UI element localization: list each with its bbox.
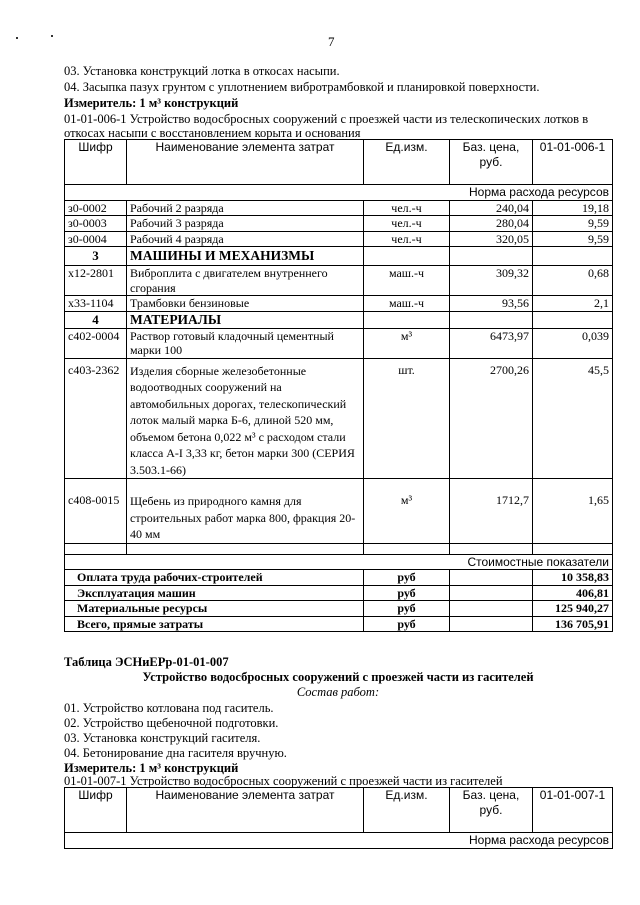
table-header-row (65, 140, 613, 185)
row-price: 309,32 (450, 266, 533, 296)
row-name: Изделия сборные железобетонные водоотводных сооружений на автомобильных дорогах, телескопический лоток малый марка Б-6, длиной 520 мм, объемом бетона 0,022 м³ с расходом стали класса А-I 3,33 кг, бетон марки 300 (СЕРИЯ 3.503.1-66) (127, 358, 364, 479)
row-price: 280,04 (450, 216, 533, 232)
total-value: 136 705,91 (533, 616, 613, 632)
row-price: 2700,26 (450, 358, 533, 479)
row-code: з0-0004 (65, 231, 127, 247)
resource-table-007 (64, 787, 613, 849)
row-unit: маш.-ч (364, 266, 450, 296)
header-price: Баз. цена, руб. (450, 788, 533, 833)
row-value: 0,039 (533, 328, 613, 358)
row-unit: маш.-ч (364, 296, 450, 312)
table-row (65, 296, 613, 312)
row-unit: чел.-ч (364, 216, 450, 232)
cost-label: Стоимостные показатели (65, 554, 613, 570)
total-unit: руб (364, 585, 450, 601)
table-row (65, 231, 613, 247)
total-unit: руб (364, 601, 450, 617)
total-name: Эксплуатация машин (65, 585, 364, 601)
row-price: 240,04 (450, 200, 533, 216)
norm-row (65, 833, 613, 849)
row-unit: м³ (364, 328, 450, 358)
table-title: Устройство водосбросных сооружений с проезжей части из гасителей (142, 670, 534, 684)
total-unit: руб (364, 570, 450, 586)
work-step-03: 03. Установка конструкций лотка в откосах насыпи. (64, 64, 340, 78)
row-value: 1,65 (533, 479, 613, 544)
table-row (65, 200, 613, 216)
resource-table-006 (64, 139, 613, 632)
row-price: 1712,7 (450, 479, 533, 544)
rate-description: 01-01-007-1 Устройство водосбросных сооружений с проезжей части из гасителей (64, 774, 503, 788)
row-name: Трамбовки бензиновые (127, 296, 364, 312)
rate-description-cont: откосах насыпи с восстановлением корыта и основания (64, 126, 361, 140)
work-step: 03. Установка конструкций гасителя. (64, 731, 261, 745)
table-row (65, 358, 613, 479)
table-row (65, 328, 613, 358)
total-value: 10 358,83 (533, 570, 613, 586)
header-unit: Ед.изм. (364, 788, 450, 833)
cost-row (65, 554, 613, 570)
header-rate: 01-01-007-1 (533, 788, 613, 833)
table-header-row (65, 788, 613, 833)
row-unit: шт. (364, 358, 450, 479)
norm-label: Норма расхода ресурсов (65, 833, 613, 849)
row-value: 9,59 (533, 231, 613, 247)
section-number: 4 (65, 311, 127, 328)
row-value: 0,68 (533, 266, 613, 296)
row-value: 19,18 (533, 200, 613, 216)
header-name: Наименование элемента затрат (127, 788, 364, 833)
measure-unit: Измеритель: 1 м³ конструкций (64, 96, 239, 110)
row-name: Рабочий 3 разряда (127, 216, 364, 232)
row-unit: чел.-ч (364, 200, 450, 216)
row-code: х12-2801 (65, 266, 127, 296)
header-code: Шифр (65, 788, 127, 833)
work-step: 02. Устройство щебеночной подготовки. (64, 716, 279, 730)
row-value: 9,59 (533, 216, 613, 232)
scan-speck (16, 37, 18, 39)
header-code: Шифр (65, 140, 127, 185)
total-name: Материальные ресурсы (65, 601, 364, 617)
norm-label: Норма расхода ресурсов (65, 185, 613, 201)
work-step: 04. Бетонирование дна гасителя вручную. (64, 746, 287, 760)
row-unit: м³ (364, 479, 450, 544)
row-name: Раствор готовый кладочный цементный марки 100 (127, 328, 364, 358)
section-row (65, 247, 613, 266)
work-step: 01. Устройство котлована под гаситель. (64, 701, 274, 715)
total-value: 125 940,27 (533, 601, 613, 617)
work-step-04: 04. Засыпка пазух грунтом с уплотнением вибротрамбовкой и планировкой поверхности. (64, 80, 540, 94)
row-code: с408-0015 (65, 479, 127, 544)
table-row (65, 266, 613, 296)
total-row (65, 601, 613, 617)
total-row (65, 570, 613, 586)
row-code: с403-2362 (65, 358, 127, 479)
total-row (65, 616, 613, 632)
row-unit: чел.-ч (364, 231, 450, 247)
table-row (65, 216, 613, 232)
measure-unit: Измеритель: 1 м³ конструкций (64, 761, 239, 775)
work-composition-title: Состав работ: (296, 685, 380, 699)
total-value: 406,81 (533, 585, 613, 601)
row-price: 6473,97 (450, 328, 533, 358)
header-rate: 01-01-006-1 (533, 140, 613, 185)
row-name: Виброплита с двигателем внутреннего сгорания (127, 266, 364, 296)
row-code: х33-1104 (65, 296, 127, 312)
total-name: Оплата труда рабочих-строителей (65, 570, 364, 586)
row-price: 320,05 (450, 231, 533, 247)
table-row (65, 479, 613, 544)
scan-speck (51, 35, 53, 37)
row-code: з0-0003 (65, 216, 127, 232)
row-price: 93,56 (450, 296, 533, 312)
table-label: Таблица ЭСНиЕРр-01-01-007 (64, 655, 229, 669)
norm-row (65, 185, 613, 201)
section-row (65, 311, 613, 328)
row-code: с402-0004 (65, 328, 127, 358)
row-name: Рабочий 4 разряда (127, 231, 364, 247)
section-title: МАТЕРИАЛЫ (127, 311, 364, 328)
row-name: Щебень из природного камня для строительных работ марка 800, фракция 20-40 мм (127, 479, 364, 544)
page-number: 7 (328, 34, 335, 49)
header-price: Баз. цена, руб. (450, 140, 533, 185)
header-unit: Ед.изм. (364, 140, 450, 185)
section-title: МАШИНЫ И МЕХАНИЗМЫ (127, 247, 364, 266)
row-code: з0-0002 (65, 200, 127, 216)
rate-description: 01-01-006-1 Устройство водосбросных сооружений с проезжей части из телескопических лотков в (64, 112, 589, 126)
header-name: Наименование элемента затрат (127, 140, 364, 185)
row-value: 45,5 (533, 358, 613, 479)
total-name: Всего, прямые затраты (65, 616, 364, 632)
row-name: Рабочий 2 разряда (127, 200, 364, 216)
section-number: 3 (65, 247, 127, 266)
row-value: 2,1 (533, 296, 613, 312)
total-unit: руб (364, 616, 450, 632)
total-row (65, 585, 613, 601)
